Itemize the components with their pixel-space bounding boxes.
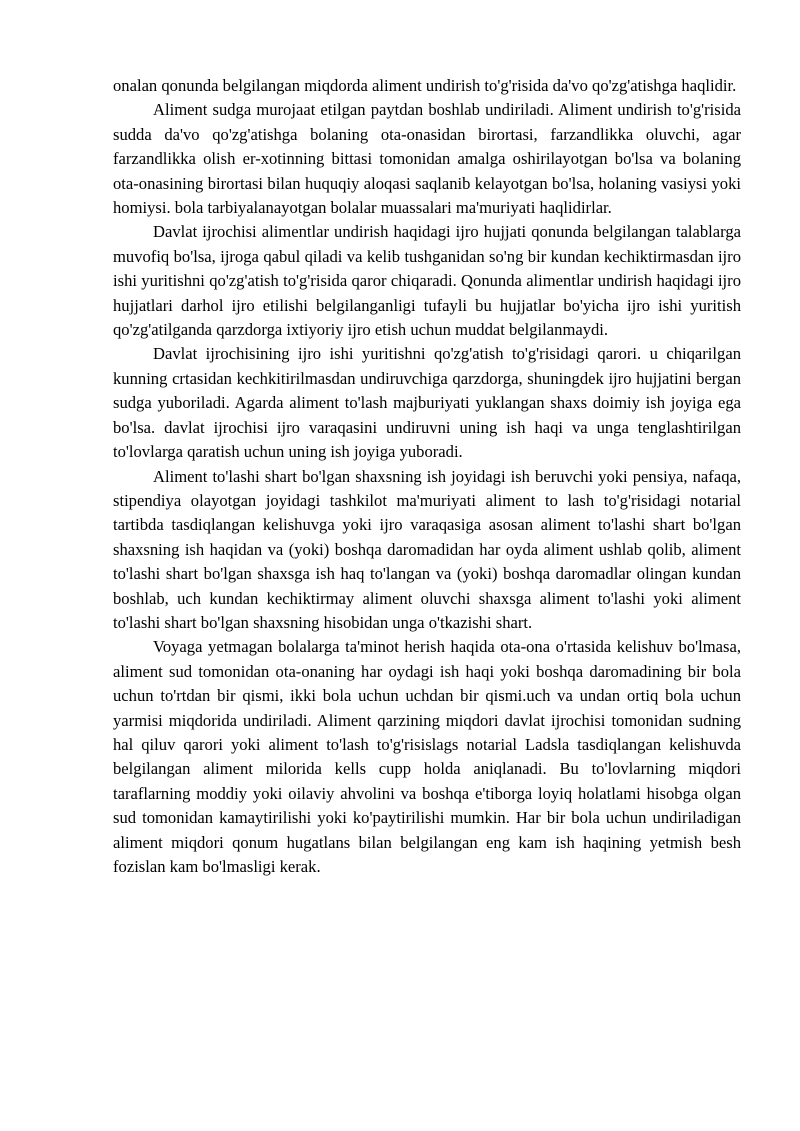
paragraph-5: Aliment to'lashi shart bo'lgan shaxsning ish joyidagi ish beruvchi yoki pensiya, nafaqa, stipendiya olayotgan joyidagi tashkilot ma'muriyati aliment to lash to'g'risidagi notarial tartibda tasdiqlangan kelishuvga yoki ijro varaqasiga asosan aliment to'lashi shart bo'lgan shaxsning ish haqidan va (yoki) boshqa daromadidan har oyda aliment ushlab qolib, aliment to'lashi shart bo'lgan shaxsga ish haq to'langan va (yoki) boshqa daromadlar olingan kundan boshlab, uch kundan kechiktirmay aliment oluvchi shaxsga aliment to'lashi yoki aliment to'lashi shart bo'lgan shaxsning hisobidan unga o'tkazishi shart. xyxy=(113,466,741,632)
paragraph-6: Voyaga yetmagan bolalarga ta'minot herish haqida ota-ona o'rtasida kelishuv bo'lmasa, aliment sud tomonidan ota-onaning har oydagi ish haqi yoki boshqa daromadining bir bola uchun to'rtdan bir qismi, ikki bola uchun uchdan bir qismi.uch va undan ortiq bola uchun yarmisi miqdorida undiriladi. Aliment qarzining miqdori davlat ijrochisi tomonidan sudning hal qiluv qarori yoki aliment to'lash to'g'risislags notarial Ladsla tasdiqlangan kelishuvda belgilangan aliment milorida kells cupp holda aniqlanadi. Bu to'lovlarning miqdori taraflarning moddiy yoki oilaviy ahvolini va boshqa e'tiborga loyiq holatlami hisobga olgan sud tomonidan kamaytirilishi yoki ko'paytirilishi mumkin. Har bir bola uchun undiriladigan aliment miqdori qonum hugatlans bilan belgilangan eng kam ish haqining yetmish besh fozislan kam bo'lmasligi kerak. xyxy=(113,637,741,876)
paragraph-2: Aliment sudga murojaat etilgan paytdan boshlab undiriladi. Aliment undirish to'g'risida sudda da'vo qo'zg'atishga bolaning ota-onasidan birortasi, farzandlikka oluvchi, agar farzandlikka olish er-xotinning bittasi tomonidan amalga oshirilayotgan bo'lsa va bolaning ota-onasining birortasi bilan huquqiy aloqasi saqlanib kelayotgan bo'lsa, holaning vasiysi yoki homiysi. bola tarbiyalanayotgan bolalar muassalari ma'muriyati haqlidirlar. xyxy=(113,100,741,218)
paragraph-4: Davlat ijrochisining ijro ishi yuritishni qo'zg'atish to'g'risidagi qarori. u chiqarilgan kunning crtasidan kechkitirilmasdan undiruvchiga qarzdorga, shuningdek ijro hujjatini bergan sudga yuboriladi. Agarda aliment to'lash majburiyati yuklangan shaxs doimiy ish joyiga ega bo'lsa. davlat ijrochisi ijro varaqasini undiruvni uning ish haqi va unga tenglashtirilgan to'lovlarga qaratish uchun uning ish joyiga yuboradi. xyxy=(113,344,741,462)
document-page xyxy=(113,74,741,879)
paragraph-1: onalan qonunda belgilangan miqdorda aliment undirish to'g'risida da'vo qo'zg'atishga haqlidir. xyxy=(113,76,737,95)
paragraph-3: Davlat ijrochisi alimentlar undirish haqidagi ijro hujjati qonunda belgilangan talablarga muvofiq bo'lsa, ijroga qabul qiladi va kelib tushganidan so'ng bir kundan kechiktirmasdan ijro ishi yuritishni qo'zg'atish to'g'risida qaror chiqaradi. Qonunda alimentlar undirish haqidagi ijro hujjatlari darhol ijro etilishi belgilanganligi tufayli bu hujjatlar bo'yicha ijro ishi yuritish qo'zg'atilganda qarzdorga ixtiyoriy ijro etish uchun muddat belgilanmaydi. xyxy=(113,222,741,340)
